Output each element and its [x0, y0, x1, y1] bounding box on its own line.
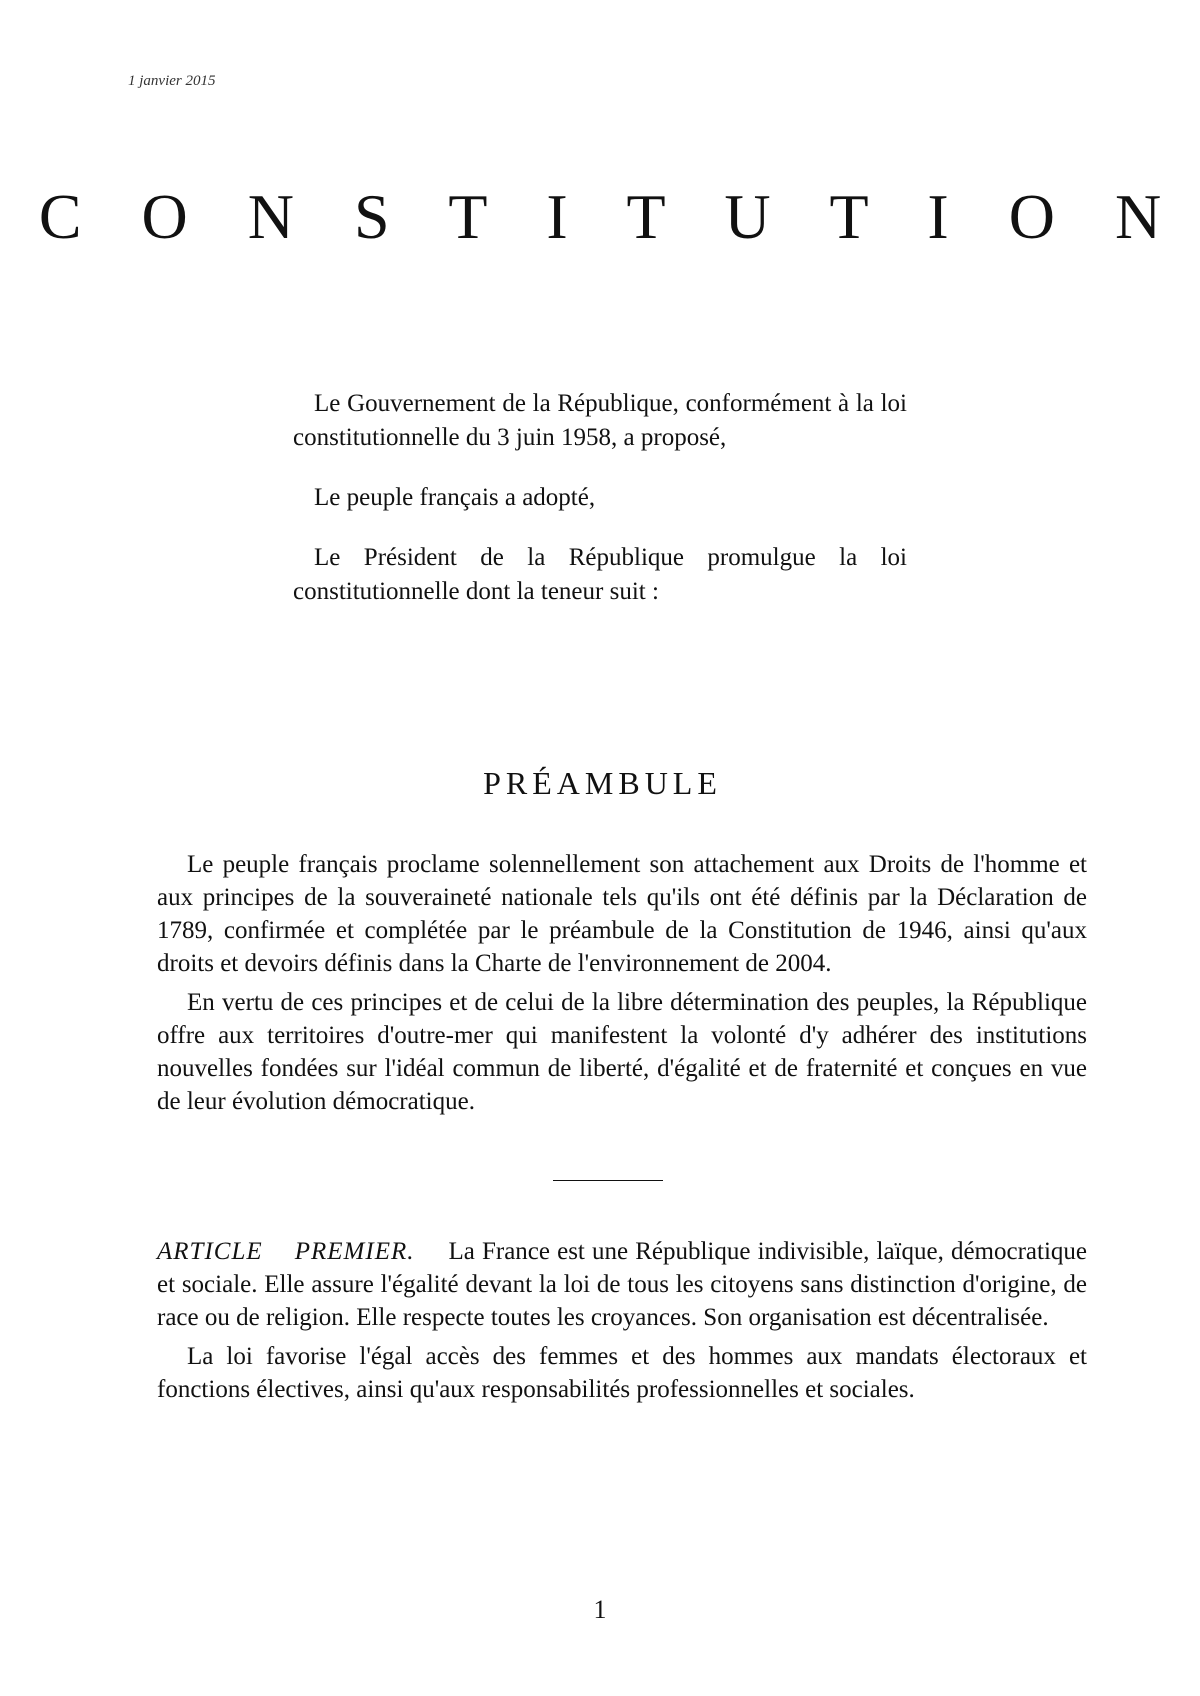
article-paragraph: La loi favorise l'égal accès des femmes et des hommes aux mandats électoraux et fonctions électives, ainsi qu'aux responsabilités professionnelles et sociales.: [157, 1343, 1087, 1403]
article-paragraph: [157, 1235, 1087, 1334]
preamble-body: [157, 848, 1087, 1124]
promulgation-paragraph: Le peuple français a adopté,: [314, 484, 596, 511]
promulgation-formula: [293, 387, 907, 635]
promulgation-paragraph: Le Gouvernement de la République, conformément à la loi constitutionnelle du 3 juin 1958, a proposé,: [293, 390, 907, 451]
preamble-heading: PRÉAMBULE: [483, 765, 722, 801]
section-separator: [553, 1180, 663, 1181]
date-stamp: 1 janvier 2015: [128, 73, 216, 89]
promulgation-paragraph: Le Président de la République promulgue la loi constitutionnelle dont la teneur suit :: [293, 544, 907, 605]
page-number: 1: [593, 1595, 607, 1624]
preamble-paragraph: Le peuple français proclame solennellement son attachement aux Droits de l'homme et aux principes de la souveraineté nationale tels qu'ils ont été définis par la Déclaration de 1789, confirmée et complétée par le préambule de la Constitution de 1946, ainsi qu'aux droits et devoirs définis dans la Charte de l'environnement de 2004.: [157, 851, 1087, 977]
article-premier: [157, 1235, 1087, 1412]
article-label: ARTICLE PREMIER.: [157, 1238, 415, 1265]
document-title: C O N S T I T U T I O N: [38, 181, 1184, 252]
article-text: La France est une République indivisible, laïque, démocratique et sociale. Elle assure l'égalité devant la loi de tous les citoyens sans distinction d'origine, de race ou de religion. Elle respecte toutes les croyances. Son organisation est décentralisée.: [157, 1238, 1087, 1331]
preamble-paragraph: En vertu de ces principes et de celui de la libre détermination des peuples, la République offre aux territoires d'outre-mer qui manifestent la volonté d'y adhérer des institutions nouvelles fondées sur l'idéal commun de liberté, d'égalité et de fraternité et conçues en vue de leur évolution démocratique.: [157, 989, 1087, 1115]
